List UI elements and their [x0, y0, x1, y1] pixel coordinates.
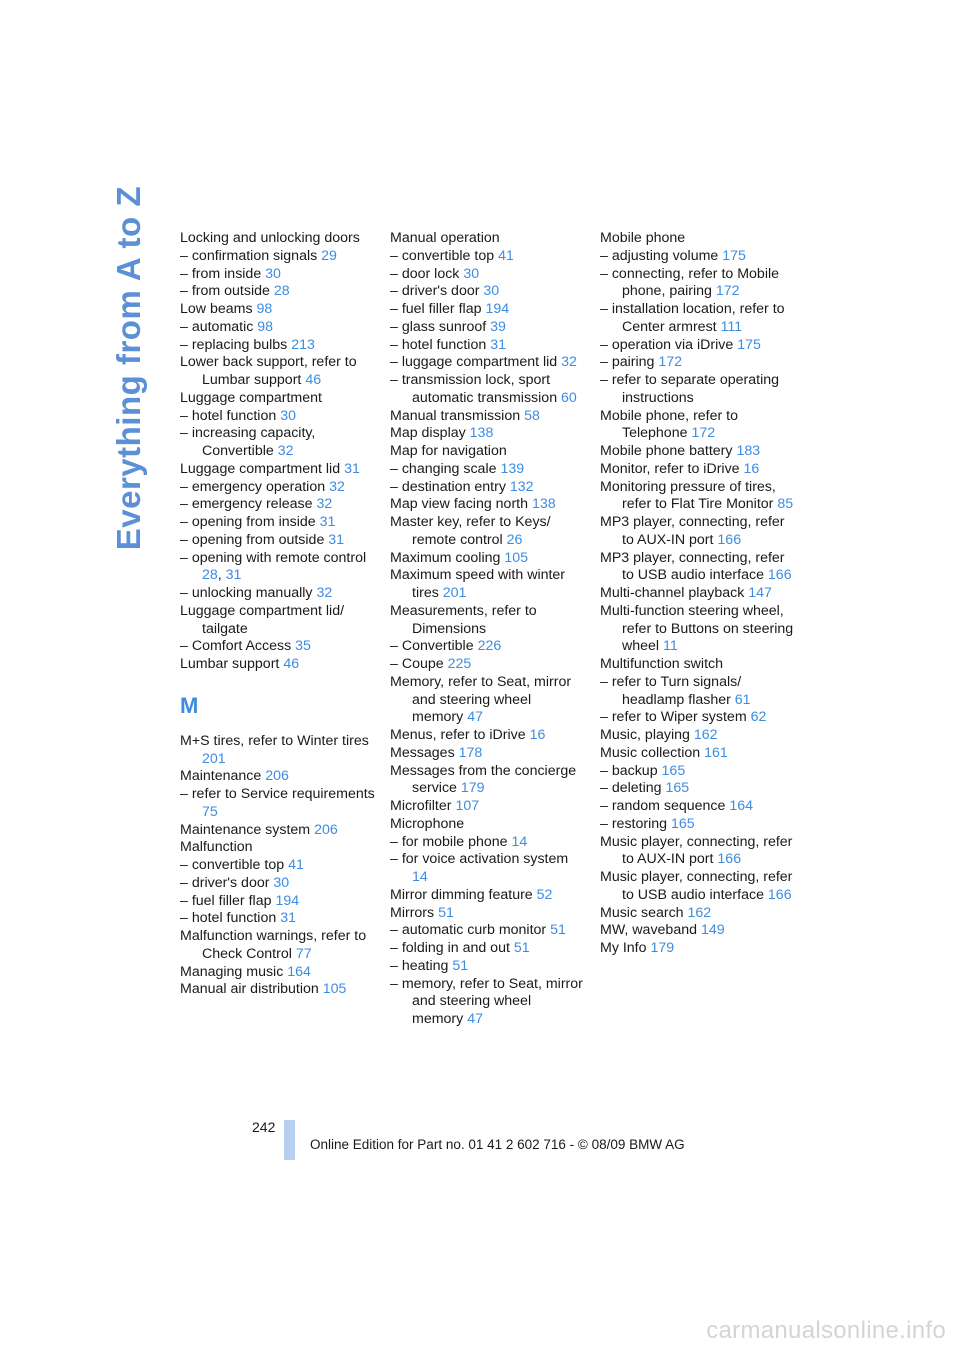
page-link[interactable]: 11: [663, 638, 678, 655]
index-term: Locking and unlocking doors: [180, 230, 360, 246]
page-link[interactable]: 149: [700, 922, 725, 939]
index-entry: [390, 408, 586, 426]
page-link[interactable]: 31: [344, 460, 360, 477]
index-term: Memory, refer to Seat, mirror and steering wheel memory: [390, 673, 572, 726]
index-column-3: [600, 230, 796, 958]
index-term: – from outside: [180, 283, 270, 300]
page-link[interactable]: 26: [506, 531, 523, 548]
index-entry: [600, 337, 796, 355]
page-link[interactable]: 31: [328, 531, 345, 548]
index-entry: [390, 337, 586, 355]
index-term: Master key, refer to Keys/ remote control: [390, 514, 551, 548]
page-link[interactable]: 51: [513, 940, 530, 956]
index-entry: [180, 603, 376, 639]
index-term: Map view facing north: [390, 496, 529, 513]
index-entry: [390, 266, 586, 284]
page-link[interactable]: 139: [500, 460, 525, 477]
index-term: – driver's door: [390, 283, 480, 300]
index-entry: [600, 674, 796, 710]
page-link[interactable]: 31: [225, 567, 242, 584]
index-term: – adjusting volume: [600, 247, 719, 264]
index-term: MP3 player, connecting, refer to AUX-IN port: [600, 514, 785, 548]
page-link[interactable]: 194: [485, 301, 510, 317]
index-entry: [390, 905, 586, 923]
page-link[interactable]: 166: [717, 531, 742, 548]
index-entry: [600, 709, 796, 727]
index-term: – random sequence: [600, 798, 726, 814]
index-entry: [390, 319, 586, 337]
index-term: – operation via iDrive: [600, 336, 734, 353]
index-term: Music collection: [600, 744, 701, 761]
page-link[interactable]: 175: [722, 247, 746, 264]
index-term: – glass sunroof: [390, 318, 487, 335]
index-term: – fuel filler flap: [390, 301, 482, 317]
page-link[interactable]: 147: [748, 585, 772, 601]
index-entry: [180, 514, 376, 532]
index-term: Lumbar support: [180, 656, 280, 672]
index-entry: [180, 638, 376, 656]
page-link[interactable]: 14: [511, 833, 528, 850]
page-link[interactable]: 162: [693, 727, 718, 743]
index-term: – folding in and out: [390, 940, 510, 956]
page-link[interactable]: 194: [275, 892, 300, 909]
index-column-1: [180, 230, 376, 999]
index-entry: [600, 798, 796, 816]
index-entry: [390, 851, 586, 887]
index-entry: [390, 798, 586, 816]
index-term: Music search: [600, 904, 684, 921]
page-link[interactable]: 30: [483, 283, 500, 300]
page-link[interactable]: 32: [316, 496, 333, 513]
page-link[interactable]: 28: [273, 283, 290, 300]
page-link[interactable]: 28: [202, 567, 218, 584]
index-term: – Comfort Access: [180, 638, 292, 655]
page-link[interactable]: 61: [734, 691, 751, 708]
page-link[interactable]: 32: [329, 478, 345, 495]
index-entry: [390, 816, 586, 834]
page-link[interactable]: 166: [767, 886, 792, 903]
page-link[interactable]: 85: [777, 496, 794, 513]
page-link[interactable]: 175: [737, 336, 761, 353]
page-link[interactable]: 60: [561, 389, 577, 406]
page-link[interactable]: 98: [256, 301, 273, 317]
index-entry: [600, 780, 796, 798]
index-entry: [390, 496, 586, 514]
page-link[interactable]: 138: [531, 496, 556, 513]
index-entry: [180, 461, 376, 479]
page-link[interactable]: 16: [743, 460, 760, 477]
side-title: [98, 185, 158, 550]
page-link[interactable]: 41: [288, 857, 304, 873]
index-term: – unlocking manually: [180, 585, 313, 601]
page-link[interactable]: 47: [467, 1011, 483, 1027]
index-term: – driver's door: [180, 874, 270, 891]
page-link[interactable]: 225: [447, 656, 472, 672]
index-entry: [390, 514, 586, 550]
index-entry: [390, 834, 586, 852]
page-link[interactable]: 111: [720, 318, 743, 335]
page-link[interactable]: 41: [498, 247, 514, 264]
index-term: Map display: [390, 425, 466, 442]
index-term: – opening from outside: [180, 531, 325, 548]
index-entry: [600, 603, 796, 656]
index-entry: [180, 248, 376, 266]
side-title-text: Everything from A to Z: [109, 185, 147, 550]
index-term: Maximum cooling: [390, 549, 501, 566]
index-entry: [180, 928, 376, 964]
index-entry: [600, 301, 796, 337]
index-term: Mirrors: [390, 904, 435, 921]
index-entry: [180, 532, 376, 550]
index-entry: [390, 603, 586, 639]
index-entry: [390, 550, 586, 568]
index-term: – refer to Service requirements: [180, 786, 375, 802]
page-link[interactable]: 62: [750, 709, 767, 726]
index-term: – convertible top: [180, 857, 285, 873]
index-entry: [600, 745, 796, 763]
index-entry: [600, 230, 796, 248]
index-term: – hotel function: [180, 910, 277, 927]
page-link[interactable]: 179: [650, 940, 675, 956]
index-term: MP3 player, connecting, refer to USB audio interface: [600, 549, 785, 584]
page-link[interactable]: 32: [316, 585, 333, 601]
index-entry: [390, 425, 586, 443]
page-link[interactable]: 32: [277, 443, 294, 459]
index-term: Luggage compartment: [180, 389, 322, 406]
index-entry: [600, 816, 796, 834]
index-term: Messages: [390, 744, 455, 761]
index-term: – fuel filler flap: [180, 892, 272, 909]
index-entry: [180, 319, 376, 337]
index-entry: [600, 408, 796, 444]
index-term: Maintenance: [180, 768, 262, 785]
page-link[interactable]: 98: [257, 318, 274, 335]
index-entry: [600, 834, 796, 870]
index-term: Music player, connecting, refer to AUX-IN port: [600, 833, 793, 868]
index-entry: [600, 550, 796, 586]
index-term: Malfunction warnings, refer to Check Control: [180, 928, 367, 962]
index-term: – opening with remote control: [180, 549, 367, 566]
index-entry: [390, 674, 586, 727]
index-entry: [180, 283, 376, 301]
index-entry: [600, 479, 796, 515]
index-entry: [180, 301, 376, 319]
index-entry: [180, 425, 376, 461]
index-entry: [180, 857, 376, 875]
page-link[interactable]: 164: [287, 963, 311, 980]
index-entry: [390, 958, 586, 976]
page-link[interactable]: 30: [273, 874, 290, 891]
page-link[interactable]: 46: [283, 656, 300, 672]
page-link[interactable]: 105: [504, 549, 529, 566]
index-term: – installation location, refer to Center armrest: [600, 301, 785, 335]
index-term: – destination entry: [390, 478, 506, 495]
page-link[interactable]: 77: [295, 945, 312, 962]
index-term: MW, waveband: [600, 922, 697, 939]
index-term: Malfunction: [180, 839, 253, 856]
page-link[interactable]: 58: [524, 407, 540, 424]
page-link[interactable]: 31: [490, 336, 506, 353]
index-entry: [600, 940, 796, 958]
index-term: Low beams: [180, 301, 253, 317]
index-term: – for voice activation system: [390, 851, 569, 868]
page-link[interactable]: 30: [265, 265, 281, 282]
page-link[interactable]: 107: [455, 798, 480, 814]
page-link[interactable]: 138: [469, 425, 494, 442]
page-link[interactable]: 161: [704, 744, 728, 761]
index-entry: [180, 390, 376, 408]
index-term: – confirmation signals: [180, 247, 318, 264]
index-term: Menus, refer to iDrive: [390, 727, 526, 743]
index-entry: [600, 656, 796, 674]
index-entry: [180, 585, 376, 603]
index-term: – heating: [390, 957, 449, 974]
index-column-2: [390, 230, 586, 1029]
index-entry: [180, 964, 376, 982]
index-entry: [390, 745, 586, 763]
index-entry: [180, 822, 376, 840]
index-term: Mobile phone: [600, 230, 686, 246]
page-link[interactable]: 35: [295, 638, 311, 655]
index-entry: [180, 656, 376, 674]
index-term: – replacing bulbs: [180, 336, 288, 353]
index-entry: [600, 354, 796, 372]
index-term: – emergency release: [180, 496, 313, 513]
page-link[interactable]: 14: [412, 869, 428, 885]
index-entry: [390, 638, 586, 656]
index-entry: [600, 727, 796, 745]
index-entry: [180, 230, 376, 248]
index-entry: [180, 733, 376, 769]
page-link[interactable]: 201: [202, 750, 226, 767]
index-term: – pairing: [600, 354, 655, 371]
index-term: Messages from the concierge service: [390, 762, 577, 797]
index-entry: [600, 763, 796, 781]
page-link[interactable]: 165: [661, 762, 686, 779]
index-entry: [180, 337, 376, 355]
index-entry: [390, 354, 586, 372]
index-term: – automatic: [180, 318, 254, 335]
index-term: Lower back support, refer to Lumbar support: [180, 354, 357, 388]
index-entry: [390, 922, 586, 940]
page-link[interactable]: 29: [321, 247, 337, 264]
index-term: – refer to Turn signals/ headlamp flasher: [600, 673, 742, 708]
index-entry: [600, 248, 796, 266]
index-term: Managing music: [180, 963, 284, 980]
index-entry: [390, 656, 586, 674]
index-entry: [180, 786, 376, 822]
index-entry: [390, 283, 586, 301]
page-link[interactable]: 51: [438, 904, 454, 921]
index-entry: [180, 893, 376, 911]
index-entry: [390, 230, 586, 248]
index-term: Multi-channel playback: [600, 585, 745, 601]
page-link[interactable]: 166: [717, 851, 742, 868]
section-heading: M: [180, 692, 199, 718]
index-term: – Convertible: [390, 638, 474, 655]
index-term: Mobile phone battery: [600, 443, 733, 459]
index-term: – Coupe: [390, 656, 444, 672]
index-term: Mobile phone, refer to Telephone: [600, 407, 739, 442]
index-term: – door lock: [390, 265, 460, 282]
index-entry: [180, 479, 376, 497]
page-link[interactable]: 47: [467, 709, 483, 726]
index-term: Maximum speed with winter tires: [390, 567, 566, 601]
index-entry: [390, 443, 586, 461]
index-entry: [600, 922, 796, 940]
index-entry: [600, 585, 796, 603]
index-entry: [390, 479, 586, 497]
page-link[interactable]: 16: [529, 727, 546, 743]
index-entry: [600, 443, 796, 461]
index-entry: [390, 887, 586, 905]
index-term: – deleting: [600, 780, 662, 797]
index-entry: [390, 567, 586, 603]
index-term: Microphone: [390, 815, 465, 832]
page-link[interactable]: 172: [658, 354, 683, 371]
index-term: – emergency operation: [180, 478, 326, 495]
index-entry: [390, 248, 586, 266]
index-term: – changing scale: [390, 460, 497, 477]
index-term: – refer to Wiper system: [600, 709, 747, 726]
index-entry: [180, 266, 376, 284]
index-entry: [180, 875, 376, 893]
page-link[interactable]: 166: [767, 567, 792, 584]
index-term: My Info: [600, 940, 647, 956]
index-term: – convertible top: [390, 247, 495, 264]
edition-footer: Online Edition for Part no. 01 41 2 602 716 - © 08/09 BMW AG: [310, 1137, 685, 1152]
index-entry: [390, 301, 586, 319]
index-term: – automatic curb monitor: [390, 922, 547, 939]
page-link[interactable]: 46: [305, 372, 322, 388]
index-term: Map for navigation: [390, 443, 507, 459]
page-link[interactable]: 51: [452, 957, 469, 974]
page-link[interactable]: 172: [715, 283, 740, 300]
index-entry: [390, 461, 586, 479]
page-link[interactable]: 172: [691, 425, 716, 442]
index-term: – opening from inside: [180, 514, 316, 530]
index-term: Manual operation: [390, 230, 500, 246]
page-link[interactable]: 105: [322, 981, 347, 998]
page-link[interactable]: 183: [736, 443, 761, 459]
page-link[interactable]: 30: [463, 265, 480, 282]
page-link[interactable]: 165: [670, 815, 695, 832]
index-entry: [180, 408, 376, 426]
page-link[interactable]: 165: [665, 780, 690, 797]
index-term: Multi-function steering wheel, refer to Buttons on steering wheel: [600, 602, 794, 655]
index-entry: [180, 354, 376, 390]
index-term: Multifunction switch: [600, 656, 724, 672]
index-entry: [180, 496, 376, 514]
page-link[interactable]: 206: [265, 768, 289, 785]
page-number: 242: [252, 1119, 276, 1135]
index-term: – hotel function: [180, 407, 277, 424]
index-entry: [600, 372, 796, 408]
page-link[interactable]: 52: [536, 886, 553, 903]
page-link[interactable]: 206: [314, 821, 338, 838]
index-term: – hotel function: [390, 336, 487, 353]
index-term: – refer to separate operating instructions: [600, 372, 780, 406]
page-link[interactable]: 51: [550, 922, 566, 939]
page-link[interactable]: 164: [729, 798, 754, 814]
index-term: – for mobile phone: [390, 833, 508, 850]
index-term: Monitoring pressure of tires, refer to Flat Tire Monitor: [600, 478, 776, 513]
index-term: Mirror dimming feature: [390, 886, 533, 903]
index-term: Manual transmission: [390, 407, 521, 424]
index-term: – luggage compartment lid: [390, 354, 558, 371]
index-entry: [390, 940, 586, 958]
index-term: M+S tires, refer to Winter tires: [180, 732, 369, 749]
index-term: – restoring: [600, 815, 668, 832]
index-term: – transmission lock, sport automatic transmission: [390, 372, 558, 406]
index-term: Luggage compartment lid: [180, 460, 341, 477]
page-link[interactable]: 201: [442, 585, 467, 601]
page-link[interactable]: 179: [460, 780, 485, 797]
index-term: Maintenance system: [180, 821, 311, 838]
index-entry: [390, 763, 586, 799]
index-term: – connecting, refer to Mobile phone, pairing: [600, 265, 780, 300]
index-entry: – opening with remote control 28, 31: [180, 549, 367, 584]
footer-accent-bar: [284, 1120, 295, 1160]
index-term: Manual air distribution: [180, 981, 319, 998]
index-term: – memory, refer to Seat, mirror and steering wheel memory: [390, 975, 583, 1027]
index-term: – increasing capacity, Convertible: [180, 425, 316, 459]
index-term: Measurements, refer to Dimensions: [390, 602, 537, 637]
page-link[interactable]: 31: [280, 910, 296, 927]
index-entry: [600, 869, 796, 905]
page-link[interactable]: 226: [477, 638, 502, 655]
index-entry: [180, 839, 376, 857]
index-term: – backup: [600, 762, 658, 779]
index-term: Music player, connecting, refer to USB audio interface: [600, 869, 793, 903]
index-term: Luggage compartment lid/ tailgate: [180, 602, 345, 637]
index-entry: [390, 727, 586, 745]
index-term: – from inside: [180, 265, 262, 282]
index-term: Microfilter: [390, 798, 452, 814]
page-link[interactable]: 213: [291, 336, 315, 353]
index-entry: [390, 372, 586, 408]
watermark: carmanualsonline.info: [706, 1317, 946, 1344]
page-link[interactable]: 30: [280, 407, 296, 424]
index-term: Music, playing: [600, 727, 690, 743]
page-link[interactable]: 31: [319, 514, 336, 530]
page-link[interactable]: 32: [561, 354, 577, 371]
index-entry: [600, 266, 796, 302]
page-link[interactable]: 162: [687, 904, 712, 921]
page-link[interactable]: 75: [202, 803, 218, 820]
page-link[interactable]: 178: [458, 744, 483, 761]
index-entry: [390, 976, 586, 1029]
index-term: Monitor, refer to iDrive: [600, 460, 740, 477]
page-link[interactable]: 39: [490, 318, 506, 335]
index-entry: [600, 514, 796, 550]
index-entry: [600, 905, 796, 923]
index-entry: [180, 910, 376, 928]
page-link[interactable]: 132: [509, 478, 534, 495]
index-entry: [180, 981, 376, 999]
index-entry: [180, 768, 376, 786]
index-entry: [600, 461, 796, 479]
